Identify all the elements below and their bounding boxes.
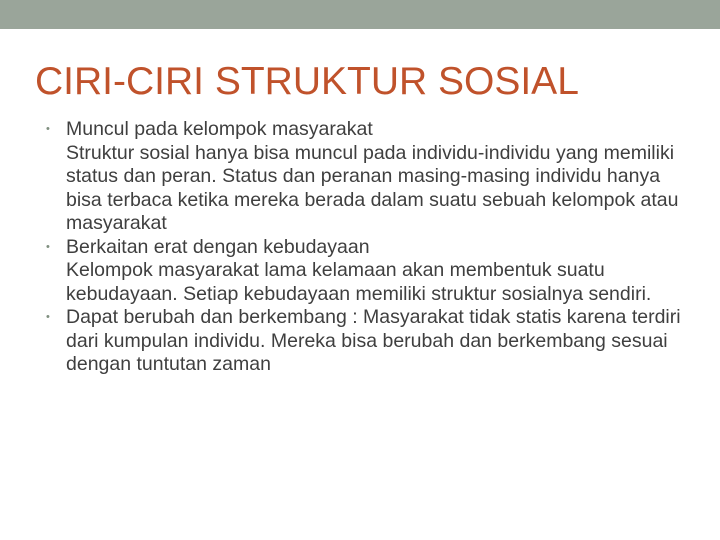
bullet-icon: • <box>46 240 50 253</box>
bullet-icon: • <box>46 123 50 135</box>
top-accent-bar <box>0 0 720 29</box>
list-item <box>46 236 686 307</box>
list-item <box>46 118 686 236</box>
list-item-heading: Berkaitan erat dengan kebudayaan <box>66 235 370 258</box>
list-item-heading: Dapat berubah dan berkembang : Masyarakat tidak statis karena terdiri dari kumpulan individu. Mereka bisa berubah dan berkembang sesuai dengan tuntutan zaman <box>66 306 681 375</box>
list-item-description: Struktur sosial hanya bisa muncul pada individu-individu yang memiliki status dan peran. Status dan peranan masing-masing individu hanya bisa terbaca ketika mereka berada dalam suatu sebuah kelompok atau masyarakat <box>66 141 679 234</box>
list-item-heading: Muncul pada kelompok masyarakat <box>66 118 373 140</box>
list-item <box>46 306 686 377</box>
list-item-description: Kelompok masyarakat lama kelamaan akan membentuk suatu kebudayaan. Setiap kebudayaan memiliki struktur sosialnya sendiri. <box>66 259 652 305</box>
bullet-icon: • <box>46 311 50 323</box>
slide-title: CIRI-CIRI STRUKTUR SOSIAL <box>35 60 579 103</box>
slide-content <box>46 118 686 377</box>
